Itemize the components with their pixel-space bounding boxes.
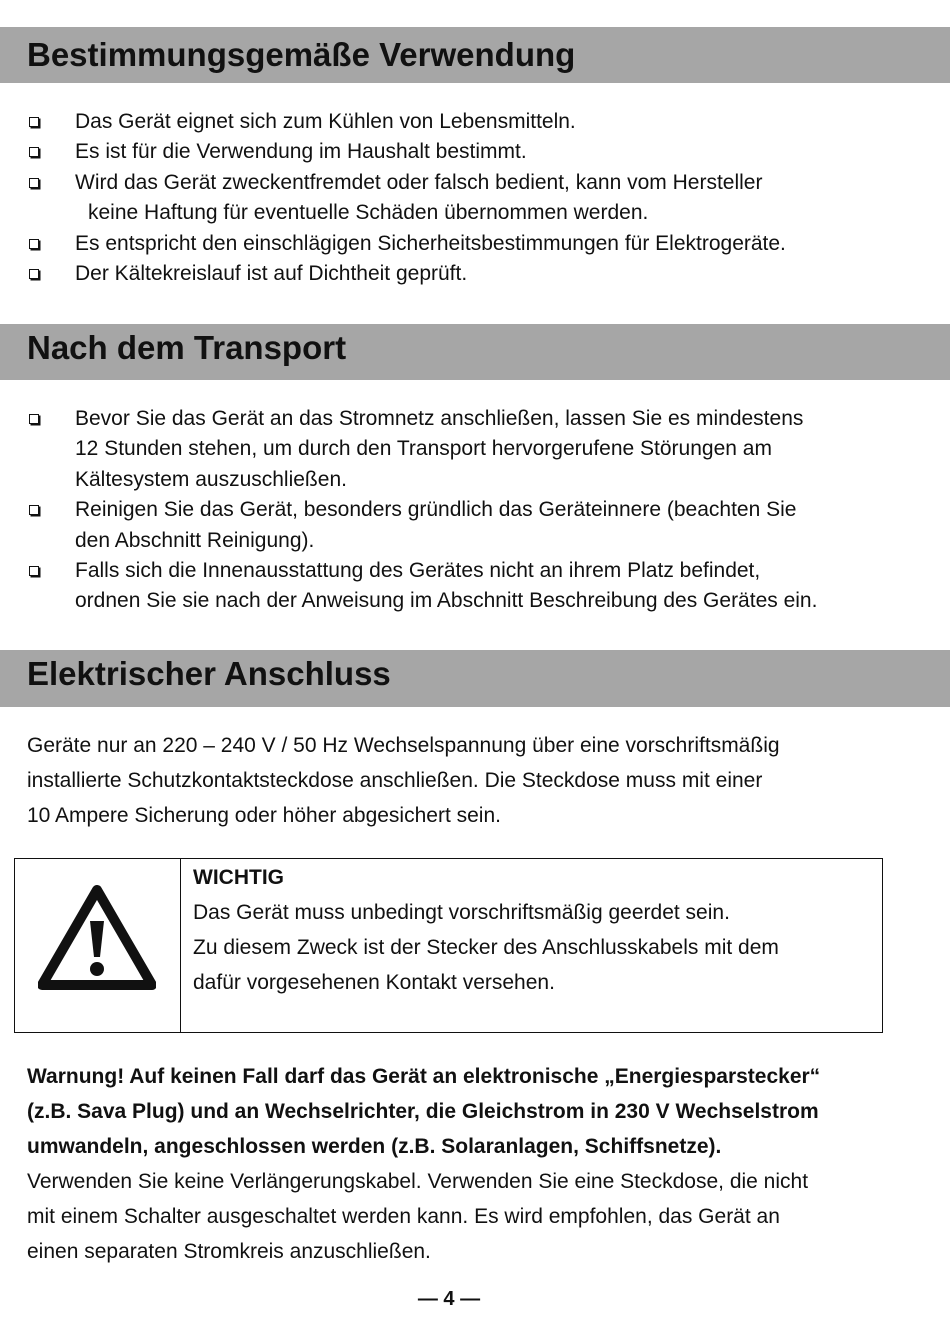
list-item	[0, 259, 950, 289]
section-title: Elektrischer Anschluss	[27, 655, 391, 692]
section-header-elektrischer-anschluss	[0, 650, 950, 707]
closing-line: einen separaten Stromkreis anzuschließen.	[27, 1240, 431, 1263]
list-item	[0, 137, 950, 167]
list-item-text: Es entspricht den einschlägigen Sicherheitsbestimmungen für Elektrogeräte.	[75, 231, 786, 255]
section-header-bestimmungsgemaesse-verwendung	[0, 27, 950, 83]
list-item-text: Der Kältekreislauf ist auf Dichtheit geprüft.	[75, 262, 468, 286]
checkbox-bullet-icon	[29, 269, 39, 279]
list-item-text: 12 Stunden stehen, um durch den Transport hervorgerufene Störungen am	[75, 437, 772, 461]
section-header-nach-dem-transport	[0, 324, 950, 380]
list-item-text: keine Haftung für eventuelle Schäden übernommen werden.	[88, 201, 649, 225]
intro-line: Geräte nur an 220 – 240 V / 50 Hz Wechselspannung über eine vorschriftsmäßig	[27, 734, 780, 757]
page-number: — 4 —	[417, 1288, 481, 1310]
intro-paragraph	[27, 728, 780, 833]
checkbox-bullet-icon	[29, 239, 39, 249]
section-title: Bestimmungsgemäße Verwendung	[27, 36, 576, 73]
list-item-text: Reinigen Sie das Gerät, besonders gründlich das Geräteinnere (beachten Sie	[75, 498, 797, 522]
warning-line: Warnung! Auf keinen Fall darf das Gerät an elektronische „Energiesparstecker“	[27, 1065, 821, 1088]
checkbox-bullet-icon	[29, 505, 39, 515]
list-item-text: den Abschnitt Reinigung).	[75, 528, 315, 552]
checkbox-bullet-icon	[29, 117, 39, 127]
bullet-list-verwendung	[0, 107, 950, 289]
list-item-text: Das Gerät eignet sich zum Kühlen von Lebensmitteln.	[75, 110, 576, 133]
warning-triangle-icon	[38, 885, 156, 991]
important-line: Zu diesem Zweck ist der Stecker des Anschlusskabels mit dem	[193, 936, 779, 959]
closing-line: mit einem Schalter ausgeschaltet werden kann. Es wird empfohlen, das Gerät an	[27, 1205, 780, 1228]
list-item-text: Falls sich die Innenausstattung des Gerätes nicht an ihrem Platz befindet,	[75, 559, 761, 583]
section-title: Nach dem Transport	[27, 329, 347, 366]
intro-line: installierte Schutzkontaktsteckdose anschließen. Die Steckdose muss mit einer	[27, 769, 763, 792]
list-item	[0, 107, 950, 137]
closing-line: Verwenden Sie keine Verlängerungskabel. Verwenden Sie eine Steckdose, die nicht	[27, 1170, 809, 1193]
list-item-text: Kältesystem auszuschließen.	[75, 467, 347, 491]
important-line: Das Gerät muss unbedingt vorschriftsmäßig geerdet sein.	[193, 901, 730, 924]
bullet-list-transport	[0, 404, 950, 617]
checkbox-bullet-icon	[29, 178, 39, 188]
list-item-text: Wird das Gerät zweckentfremdet oder falsch bedient, kann vom Hersteller	[75, 170, 763, 194]
warning-line: (z.B. Sava Plug) und an Wechselrichter, die Gleichstrom in 230 V Wechselstrom	[27, 1100, 819, 1123]
checkbox-bullet-icon	[29, 414, 39, 424]
important-notice-box	[14, 858, 883, 1033]
closing-paragraph	[27, 1164, 808, 1269]
important-heading: WICHTIG	[193, 866, 284, 889]
list-item	[0, 229, 950, 259]
checkbox-bullet-icon	[29, 566, 39, 576]
list-item	[0, 495, 950, 556]
list-item	[0, 168, 950, 229]
warning-line: umwandeln, angeschlossen werden (z.B. Solaranlagen, Schiffsnetze).	[27, 1135, 722, 1158]
list-item-text: Es ist für die Verwendung im Haushalt bestimmt.	[75, 140, 527, 164]
list-item	[0, 556, 950, 617]
warning-paragraph	[27, 1059, 820, 1164]
list-item-text: ordnen Sie sie nach der Anweisung im Abschnitt Beschreibung des Gerätes ein.	[75, 589, 818, 613]
list-item	[0, 404, 950, 495]
warning-icon-cell	[15, 859, 181, 1032]
important-notice-text	[193, 860, 779, 1000]
intro-line: 10 Ampere Sicherung oder höher abgesichert sein.	[27, 804, 501, 827]
checkbox-bullet-icon	[29, 147, 39, 157]
list-item-text: Bevor Sie das Gerät an das Stromnetz anschließen, lassen Sie es mindestens	[75, 407, 804, 430]
important-line: dafür vorgesehenen Kontakt versehen.	[193, 971, 555, 994]
